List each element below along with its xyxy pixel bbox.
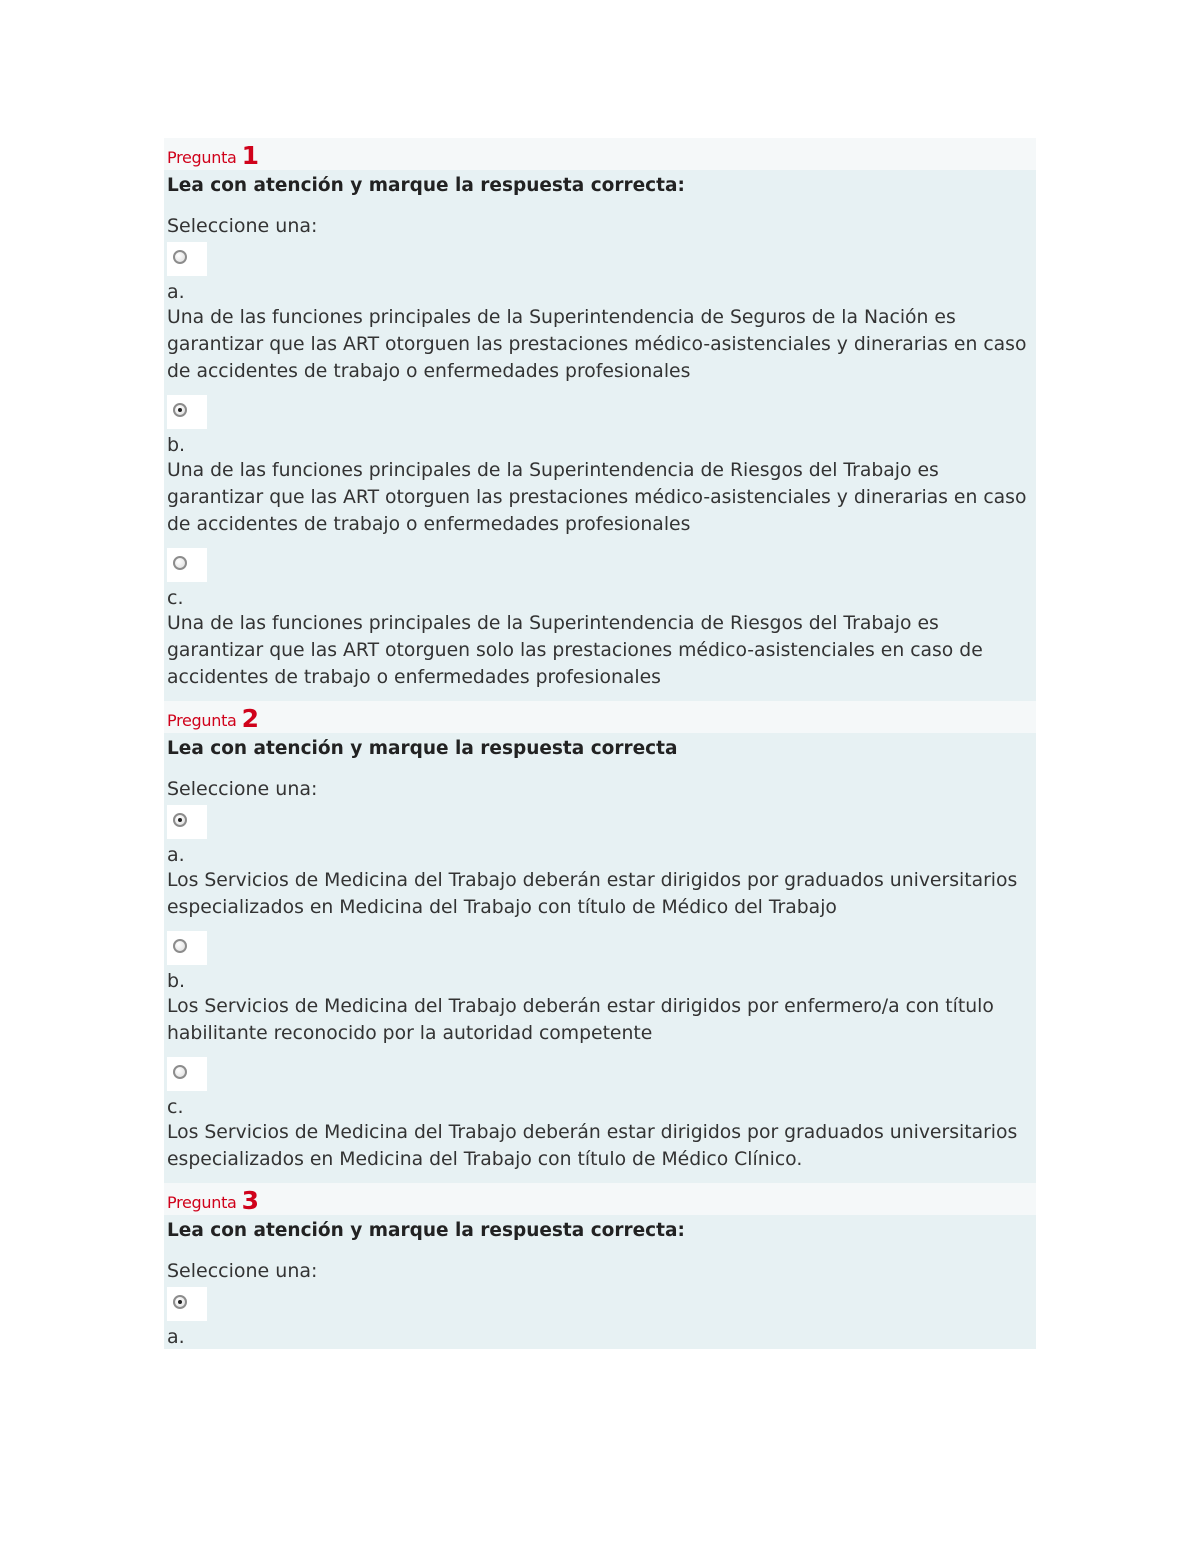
- question-3: [164, 1183, 1036, 1349]
- radio-container[interactable]: [167, 1287, 207, 1321]
- question-prompt: Lea con atención y marque la respuesta correcta:: [167, 175, 685, 196]
- option-a[interactable]: [167, 805, 1033, 921]
- radio-container[interactable]: [167, 805, 207, 839]
- option-text: Una de las funciones principales de la Superintendencia de Riesgos del Trabajo es garantizar que las ART otorguen las prestaciones médico-asistenciales y dinerarias en caso de accidentes de trabajo o enfermedades profesionales: [167, 460, 1027, 535]
- question-label: Pregunta 3: [167, 1186, 259, 1215]
- radio-button-icon[interactable]: [173, 403, 187, 417]
- radio-container[interactable]: [167, 931, 207, 965]
- option-letter: b.: [167, 970, 186, 992]
- radio-button-icon[interactable]: [173, 1065, 187, 1079]
- question-label: Pregunta 2: [167, 704, 259, 733]
- question-header: [164, 138, 1036, 170]
- question-body: [164, 170, 1036, 701]
- option-b[interactable]: [167, 395, 1033, 538]
- radio-container[interactable]: [167, 395, 207, 429]
- option-letter: a.: [167, 844, 185, 866]
- option-letter: c.: [167, 1096, 184, 1118]
- option-letter: c.: [167, 587, 184, 609]
- radio-button-icon[interactable]: [173, 939, 187, 953]
- radio-button-icon[interactable]: [173, 813, 187, 827]
- option-c[interactable]: [167, 548, 1033, 691]
- question-header: [164, 701, 1036, 733]
- option-letter: a.: [167, 1326, 185, 1348]
- radio-button-icon[interactable]: [173, 250, 187, 264]
- option-c[interactable]: [167, 1057, 1033, 1173]
- option-text: Una de las funciones principales de la Superintendencia de Seguros de la Nación es garantizar que las ART otorguen las prestaciones médico-asistenciales y dinerarias en caso de accidentes de trabajo o enfermedades profesionales: [167, 307, 1027, 382]
- option-text: Los Servicios de Medicina del Trabajo deberán estar dirigidos por enfermero/a con título habilitante reconocido por la autoridad competente: [167, 996, 994, 1044]
- option-letter: b.: [167, 434, 186, 456]
- question-1: [164, 138, 1036, 701]
- question-header: [164, 1183, 1036, 1215]
- option-text: Los Servicios de Medicina del Trabajo deberán estar dirigidos por graduados universitarios especializados en Medicina del Trabajo con título de Médico del Trabajo: [167, 870, 1018, 918]
- question-prompt: Lea con atención y marque la respuesta correcta: [167, 738, 678, 759]
- option-a[interactable]: [167, 1287, 1033, 1349]
- question-body: [164, 1215, 1036, 1349]
- option-letter: a.: [167, 281, 185, 303]
- option-b[interactable]: [167, 931, 1033, 1047]
- question-number: 3: [241, 1186, 259, 1215]
- radio-button-icon[interactable]: [173, 1295, 187, 1309]
- radio-button-icon[interactable]: [173, 556, 187, 570]
- quiz-page: [164, 138, 1036, 1349]
- question-number: 2: [241, 704, 259, 733]
- radio-container[interactable]: [167, 242, 207, 276]
- option-a[interactable]: [167, 242, 1033, 385]
- select-one-label: Seleccione una:: [167, 215, 318, 237]
- question-prompt: Lea con atención y marque la respuesta correcta:: [167, 1220, 685, 1241]
- question-2: [164, 701, 1036, 1183]
- radio-container[interactable]: [167, 1057, 207, 1091]
- question-label: Pregunta 1: [167, 141, 259, 170]
- option-text: Una de las funciones principales de la Superintendencia de Riesgos del Trabajo es garantizar que las ART otorguen solo las prestaciones médico-asistenciales en caso de accidentes de trabajo o enfermedades profesionales: [167, 613, 983, 688]
- select-one-label: Seleccione una:: [167, 1260, 318, 1282]
- radio-container[interactable]: [167, 548, 207, 582]
- select-one-label: Seleccione una:: [167, 778, 318, 800]
- question-body: [164, 733, 1036, 1183]
- option-text: Los Servicios de Medicina del Trabajo deberán estar dirigidos por graduados universitarios especializados en Medicina del Trabajo con título de Médico Clínico.: [167, 1122, 1018, 1170]
- question-number: 1: [241, 141, 259, 170]
